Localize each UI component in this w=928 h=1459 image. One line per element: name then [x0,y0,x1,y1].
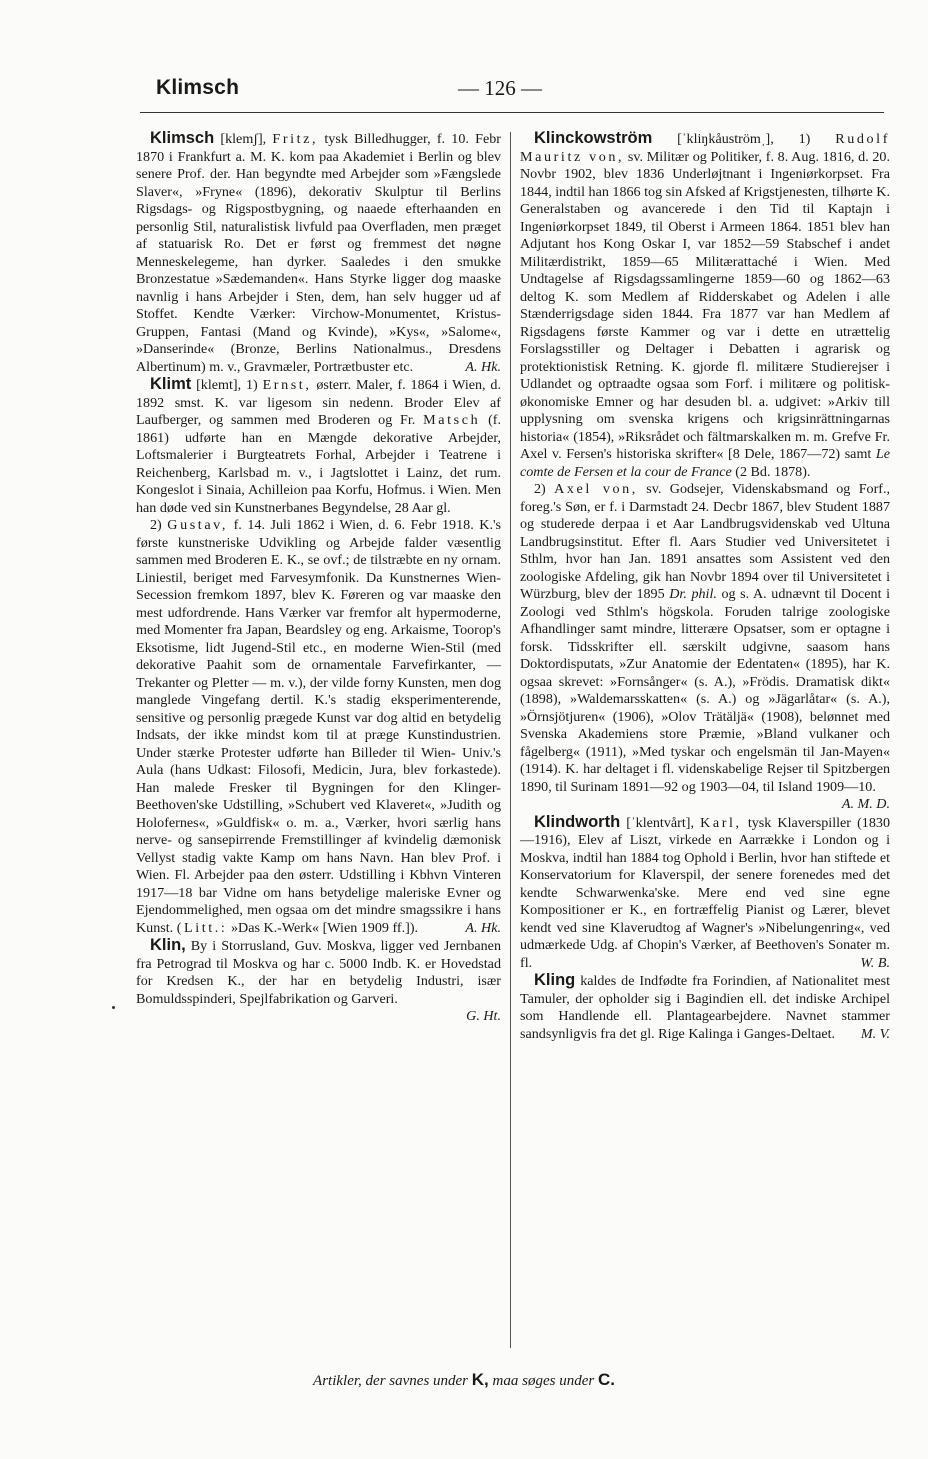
entry-signature: A. Hk. [465,919,501,936]
entry-headword: Klinckowström [534,129,653,147]
entry-kling [520,972,890,1043]
entry-given-name: Ernst, [262,377,312,393]
sub-entry-text: sv. Godsejer, Videnskabsmand og Forf., foreg.'s Søn, er f. i Darmstadt 24. Decbr 1867, blev Student 1887 og studerede derpaa i et Aar Landbrugsvidenskab ved Ultuna Landbrugsinstitut. Efter fl. Aars Studier ved Universitetet i Sthlm, hvor han Jan. 1891 ansattes som Assistent ved den zoologiske Afdeling, gik han Novbr 1894 over til Universitetet i Würzburg, blev der 1895 [520,481,891,602]
entry-klimsch [136,130,501,376]
entry-spaced-name: Matsch [423,412,481,428]
entry-text: By i Storrusland, Guv. Moskva, ligger ved Jernbanen fra Petrograd til Moskva og har c. 5000 Indb. K. er Hovedstad for Kredsen K., der har en betydelig Industri, især Bomuldsspinderi, Spejlfabrikation og Garveri. [136,938,501,1007]
entry-headword: Klimt [150,375,192,393]
degree-italic: Dr. phil. [669,586,717,602]
entry-text: tysk Billedhugger, f. 10. Febr 1870 i Frankfurt a. M. K. kom paa Akademiet i Berlin og blev senere Prof. der. Han begyndte med Arbejder som »Fængslede Slaver«, »Fryne« (1896), dekorativ Skulptur til Berlins Rigsdags- og Rigspostbygning, og naaede efterhaanden en personlig Stil, naturalistisk livfuld paa Overfladen, men præget af statuarisk Ro. Det er først og fremmest det nøgne Menneskelegeme, han dyrker. Saaledes i den smukke Bronzestatue »Sædemanden«. Hans Styrke ligger dog maaske navnlig i hans Arbejder i Sten, dem, han selv hugger ud af Stoffet. Kendte Værker: Virchow-Monumentet, Kristus-Gruppen, Fantasi (Mand og Kvinde), »Kys«, »Salome«, »Danserinde« (Bronze, Berlins Nationalmus., Dresdens Albertinum) m. v., Gravmæler, Portrætbuster etc. [136,131,501,375]
entry-klinckowstrom [520,130,890,814]
entry-signature: A. M. D. [841,796,890,812]
right-column [520,130,890,1043]
entry-headword: Klin, [150,936,186,954]
left-column [136,130,501,1026]
sub-entry-number: 2) [150,517,162,533]
sub-entry-text: og s. A. udnævnt til Docent i Zoologi ved Sthlm's högskola. Foruden talrige zoologiske Afhandlinger samt mindre, litterære Opsatser, som er optagne i forsk. Tidsskrifter ell. særskilt udgivne, saasom hans Doktordisputats, »Zur Anatomie der Edentaten« (1895), har K. ogsaa skrevet: »Fornsånger« (s. A.), »Frödis. Dramatisk dikt« (1898), »Waldemarsskatten« (s. A.) og »Jägarlåtar« (s. A.), »Örnsjötjuren« (1906), »Olov Trätäljä« (1908), belønnet med Svenska Akademiens store Præmie, »Bland vulkaner och fågelberg« (1911), »Med tyskar och engelsmän til Jan-Mayen« (1914). K. har deltaget i fl. videnskabelige Rejser til Spitzbergen 1890, til Surinam 1891—92 og 1903—04, til Island 1909—10. [520,586,890,795]
literature-label: (Litt.: [176,919,228,936]
entry-signature: W. B. [860,954,890,971]
entry-text: (2 Bd. 1878). [735,463,811,480]
entry-pronunciation: [ˈkliŋkåuströmˌ], 1) [677,131,811,147]
entry-text: kaldes de Indfødte fra Forindien, af Nationalitet mest Tamuler, der opholder sig i Bagindien ell. det indiske Archipel som Handlende ell. Plantagearbejdere. Navnet stammer sandsynligvis fra det gl. Rige Kalinga i Ganges-Deltaet. [520,973,890,1042]
footer-text: Artikler, der savnes under [313,1373,469,1389]
entry-headword: Kling [534,971,576,989]
entry-signature: A. Hk. [465,358,501,375]
entry-text: tysk Klaverspiller (1830—1916), Elev af Liszt, virkede en Aarrække i London og i Moskva, indtil han 1884 tog Ophold i Berlin, hvor han stiftede et Konservatorium for Klaverspil, der senere forenedes med det kendte Schwarwenka'ske. Mere end ved sine egne Kompositioner er K., en fortræffelig Pianist og Lærer, blevet kendt ved sine Klaverudtog af Wagner's »Nibelungenring«, ved udmærkede Udg. af Chopin's Værker, af Beethoven's Sonater m. fl. [520,814,890,971]
entry-given-name: Karl, [700,814,742,831]
entry-klin [136,937,501,1026]
sub-entry-number: 2) [534,481,546,497]
entry-given-name: Rudolf Mauritz von, [520,131,890,165]
column-divider [510,132,511,1348]
footer-letter-k: K, [471,1370,489,1389]
entry-text: østerr. Maler, f. 1864 i Wien, d. 1892 smst. K. var ligesom sin nedenn. Broder Elev af Laufberger, og sammen med Broderen og Fr. [136,377,501,428]
page-number: — 126 — [458,76,542,100]
entry-pronunciation: [klemt], 1) [196,377,258,393]
running-headword: Klimsch [156,76,240,99]
sub-entry-name: Axel von, [554,481,638,497]
sub-entry-text: f. 14. Juli 1862 i Wien, d. 6. Febr 1918. K.'s første kunstneriske Udvikling og Arbejde falder væsentlig sammen med Broderen E. K., se ovf.; de tilstræbte en ny ornam. Liniestil, beriget med Farvesymfonik. Da Kunstnernes Wien-Secession fremkom 1897, blev K. Føreren og var maaske den mest udfordrende. Hans Værker var fremfor alt hypermoderne, med Momenter fra Japan, Beardsley og eng. Arkaisme, Toorop's Eksotisme, lidt Jugend-Stil etc., en moderne Wien-Stil (med dekorative Paahit som de ornamentale Farvefirkanter, — Trekanter og Pletter — m. v.), der vilde forny Kunsten, men dog manglede Vingefang dertil. K.'s stadig eksperimenterende, sensitive og personlig prægede Kunst var dog altid en betydelig Indsats, der ikke mindst kom til at præge Kunstindustrien. Under stærke Protester udførte han Billeder til Wien- Univ.'s Aula (hans Udkast: Filosofi, Medicin, Jura, blev forkastede). Han malede Fresker til Bygningen for den Klinger-Beethoven'ske Udstilling, »Schubert ved Klaveret«, »Judith og Holofernes«, »Guldfisk« o. m. a., Værker, hvori særlig hans nerve- og sansepirrende Fremstillinger af kvindelig dæmonisk Vellyst stadig vakte Kamp om hans Navn. Han blev Prof. i Wien. Fl. Arbejder paa den østerr. Udstilling i Kbhvn Vinteren 1917—18 bar Vidne om hans betydelige maleriske Evner og Ejendommelighed, men ogsaa om det mindre smagssikre i hans Kunst. [136,517,501,936]
header-rule [140,112,884,113]
literature-text: »Das K.-Werk« [Wien 1909 ff.]). [230,919,419,936]
entry-given-name: Fritz, [272,131,319,147]
entry-klindworth [520,814,890,973]
entry-headword: Klimsch [150,129,215,147]
entry-title-italic: Le comte de Fersen et la cour de France [520,446,890,480]
entry-pronunciation: [klemʃ], [220,131,267,147]
sub-entry-name: Gustav, [167,517,229,533]
entry-pronunciation: [ˈklentvårt], [626,814,694,831]
entry-klimt [136,376,501,937]
entry-text: (f. 1861) udførte han en Mængde dekorative Arbejder, Loftsmalerier i Burgteatrets Forhal, Arbejder i Teatrene i Reichenberg, Karlsbad m. v., i Jagtslottet i Lainz, det rum. Kongeslot i Sinaia, Achilleion paa Korfu, Hofmus. i Wien. Men han døde ved sin Kunstnerbanes Begyndelse, 28 Aar gl. [136,412,502,516]
print-speck [112,1006,115,1009]
entry-signature: M. V. [860,1025,890,1042]
footer-note [0,1370,928,1390]
entry-headword: Klindworth [534,812,621,831]
footer-text: maa søges under [492,1373,595,1389]
footer-letter-c: C. [597,1370,615,1389]
entry-signature: G. Ht. [466,1008,501,1024]
entry-text: sv. Militær og Politiker, f. 8. Aug. 1816, d. 20. Novbr 1902, blev 1836 Underløjtnant i Ingeniørkorpset. Fra 1844, indtil han 1866 tog sin Afsked af Krigstjenesten, tilhørte K. Generalstaben og avancerede i den Tid til Kaptajn i Ingeniørkorpset 1849, til Oberst i Armeen 1864. 1851 blev han Adjutant hos Kong Oskar I, var 1852—59 Stabschef i andet Militærdistrikt, 1859—65 Militærattaché i Wien. Med Undtagelse af Rigsdagssamlingerne 1859—60 og 1862—63 deltog K. som Medlem af Ridderskabet og Adelen i alle Stænderrigsdage siden 1844. Fra 1877 var han Medlem af Rigsdagens første Kammer og var i dette en utrættelig Forslagsstiller og Deltager i Debatten i agrarisk og protektionistisk Retning. K. gjorde fl. militære Studierejser i Udlandet og optraadte ogsaa som Forf. i militære og politisk-økonomiske Emner og har desuden bl. a. udgivet: »Arkiv till upplysning om svenska krigens och krigsinrättningarnas historia« (1854), »Riksrådet och fältmarskalken m. m. Grefve Fr. Axel v. Fersen's historiska skrifter« [8 Dele, 1867—72) samt [520,148,890,462]
running-header [156,74,870,104]
